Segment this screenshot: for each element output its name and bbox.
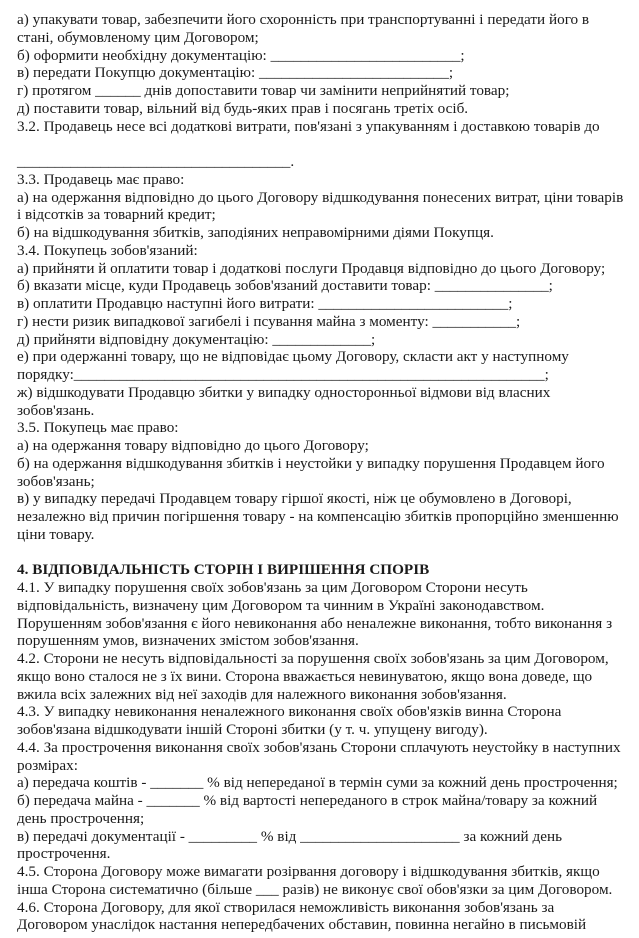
text-line: а) прийняти й оплатити товар і додаткові послуги Продавця відповідно до цього Договору; <box>17 259 606 277</box>
text-line: ____________________________________. <box>17 153 295 170</box>
text-line: б) на одержання відшкодування збитків і неустойки у випадку порушення Продавцем його <box>17 454 605 472</box>
text-line: зобов'язань; <box>17 472 95 490</box>
text-line: незалежно від причин погіршення товару - на компенсацію збитків пропорційно зменшенню <box>17 508 619 525</box>
text-line: порушенням умов, визначених змістом зобов'язання. <box>17 632 359 650</box>
text-line: д) поставити товар, вільний від будь-яких прав і посягань третіх осіб. <box>17 99 469 117</box>
text-line: в) передати Покупцю документацію: _________________________; <box>17 64 454 82</box>
text-line: відповідальність, визначену цим Договором та чинним в Україні законодавством. <box>17 596 545 614</box>
text-line: а) на одержання товару відповідно до цього Договору; <box>17 437 369 454</box>
text-line: Договором унаслідок настання непередбачених обставин, повинна негайно в письмовій <box>17 916 587 934</box>
text-line: якщо воно сталося не з їх вини. Сторона вважається невинуватою, якщо вона доведе, що <box>17 667 593 685</box>
text-line: 4.5. Сторона Договору може вимагати розірвання договору і відшкодування збитків, якщо <box>17 863 600 880</box>
text-line: 4.1. У випадку порушення своїх зобов'язань за цим Договором Сторони несуть <box>17 579 528 596</box>
text-line: 4.3. У випадку невиконання неналежного виконання своїх обов'язків винна Сторона <box>17 703 562 721</box>
section-4-heading: 4. ВІДПОВІДАЛЬНІСТЬ СТОРІН І ВИРІШЕННЯ СПОРІВ <box>17 561 430 579</box>
section-3-continuation <box>17 11 629 544</box>
text-line: г) нести ризик випадкової загибелі і псування майна з моменту: ___________; <box>17 312 521 330</box>
section-gap <box>17 544 629 562</box>
text-line: в) оплатити Продавцю наступні його витрати: _________________________; <box>17 295 513 312</box>
text-line: е) при одержанні товару, що не відповідає цьому Договору, скласти акт у наступному <box>17 348 569 366</box>
text-line: вжила всіх залежних від неї заходів для належного виконання зобов'язання. <box>17 685 507 703</box>
text-line: 3.4. Покупець зобов'язаний: <box>17 241 198 259</box>
text-line: б) оформити необхідну документацію: _________________________; <box>17 46 465 64</box>
text-line: інша Сторона систематично (більше ___ разів) не виконує свої обов'язки за цим Договором. <box>17 880 613 898</box>
text-line: б) передача майна - _______ % від вартості непереданого в строк майна/товару за кожний <box>17 792 598 809</box>
text-line: 4.2. Сторони не несуть відповідальності за порушення своїх зобов'язань за цим Договором, <box>17 650 609 667</box>
section-4-body <box>17 579 629 934</box>
text-line: а) передача коштів - _______ % від непереданої в термін суми за кожний день прострочення; <box>17 774 618 792</box>
text-line: б) на відшкодування збитків, заподіяних неправомірними діями Покупця. <box>17 224 494 241</box>
text-line: 4.4. За прострочення виконання своїх зобов'язань Сторони сплачують неустойку в наступних <box>17 738 621 756</box>
text-line: в) передачі документації - _________ % від _____________________ за кожний день <box>17 827 563 845</box>
text-line: зобов'язань. <box>17 401 95 419</box>
text-line: 3.5. Покупець має право: <box>17 419 179 437</box>
text-line: ціни товару. <box>17 525 95 543</box>
text-line: д) прийняти відповідну документацію: _____________; <box>17 330 376 348</box>
text-line: г) протягом ______ днів допоставити товар чи замінити неприйнятий товар; <box>17 82 510 99</box>
text-line: і відсотків за товарний кредит; <box>17 206 216 224</box>
text-line: 3.2. Продавець несе всі додаткові витрати, пов'язані з упакуванням і доставкою товарів до <box>17 117 600 135</box>
text-line: день прострочення; <box>17 809 145 827</box>
text-line: ж) відшкодувати Продавцю збитки у випадку односторонньої відмови від власних <box>17 383 551 401</box>
text-line: Порушенням зобов'язання є його невиконання або неналежне виконання, тобто виконання з <box>17 614 613 632</box>
text-line: стані, обумовленому цим Договором; <box>17 28 259 46</box>
text-line: б) вказати місце, куди Продавець зобов'язаний доставити товар: _______________; <box>17 277 553 295</box>
text-line: порядку:______________________________________________________________; <box>17 366 549 383</box>
text-line: 3.3. Продавець має право: <box>17 170 185 188</box>
text-line: а) на одержання відповідно до цього Договору відшкодування понесених витрат, ціни товарів <box>17 188 624 206</box>
text-line: розмірах: <box>17 756 78 774</box>
text-line: а) упакувати товар, забезпечити його схоронність при транспортуванні і передати його в <box>17 11 590 28</box>
text-line <box>17 135 629 153</box>
text-line: 4.6. Сторона Договору, для якої створилася неможливість виконання зобов'язань за <box>17 898 555 916</box>
text-line: в) у випадку передачі Продавцем товару гіршої якості, ніж це обумовлено в Договорі, <box>17 490 572 508</box>
text-line: прострочення. <box>17 845 111 863</box>
text-line: зобов'язана відшкодувати іншій Стороні збитки (у т. ч. упущену вигоду). <box>17 721 488 738</box>
